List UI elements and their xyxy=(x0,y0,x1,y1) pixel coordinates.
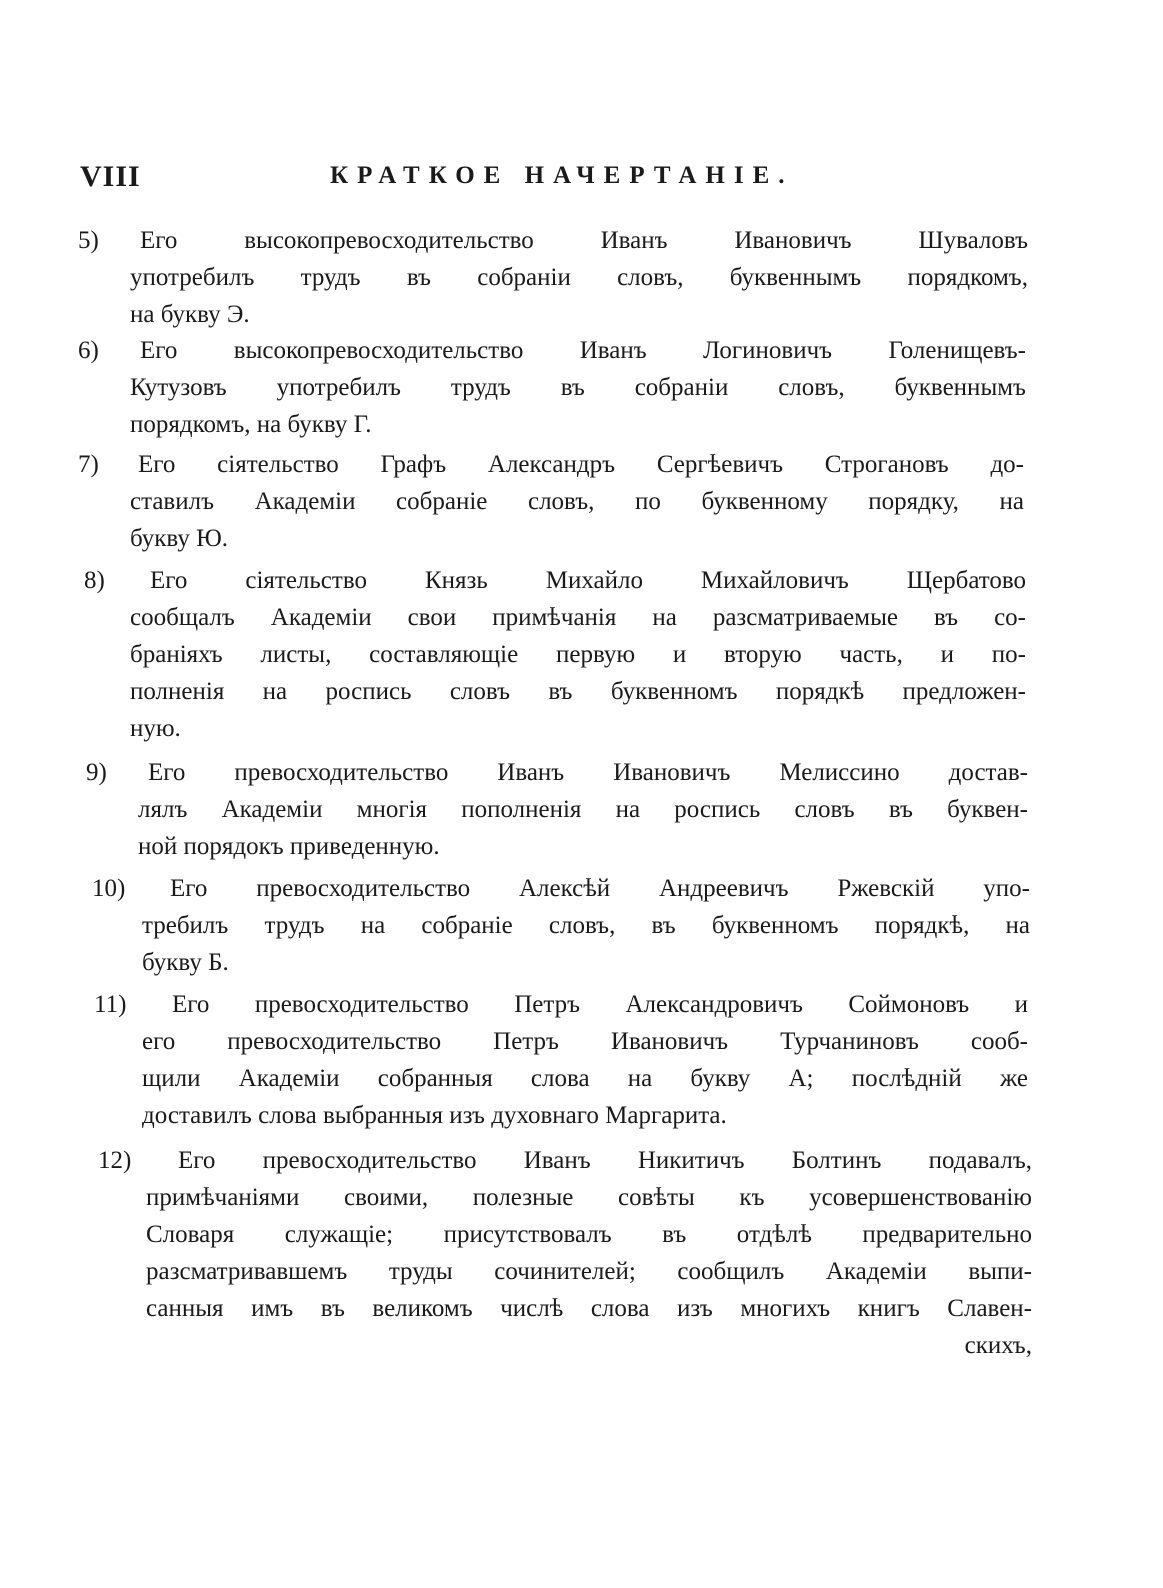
entry-number: 5) xyxy=(78,227,99,254)
page-header xyxy=(80,160,1030,196)
entry-line: на букву Э. xyxy=(130,301,250,328)
running-title: КРАТКОЕ НАЧЕРТАНІЕ. xyxy=(330,162,794,189)
entry-line: Словаря служащіе; присутствовалъ въ отдѣлѣ предварительно xyxy=(146,1221,1032,1248)
entry-10 xyxy=(92,870,1030,981)
entry-line: санныя имъ въ великомъ числѣ слова изъ многихъ книгъ Славен- xyxy=(146,1295,1032,1322)
entry-number: 9) xyxy=(86,759,107,786)
entry-line: Его превосходительство Иванъ Никитичъ Болтинъ подавалъ, xyxy=(178,1147,1032,1174)
entry-12 xyxy=(98,1142,1032,1364)
entry-line: букву Ю. xyxy=(130,525,229,552)
entry-line: его превосходительство Петръ Ивановичъ Турчаниновъ сооб- xyxy=(142,1028,1028,1055)
entry-6 xyxy=(78,332,1026,443)
entry-8 xyxy=(84,562,1026,747)
entry-line: Его превосходительство Петръ Александровичъ Соймоновъ и xyxy=(172,991,1028,1018)
entry-number: 6) xyxy=(78,337,99,364)
entry-line: Его превосходительство Алексѣй Андреевичъ Ржевскій упо- xyxy=(170,875,1030,902)
page-number: VIII xyxy=(80,160,141,193)
entry-number: 11) xyxy=(94,991,127,1018)
entry-line: разсматривавшемъ труды сочинителей; сообщилъ Академіи выпи- xyxy=(146,1258,1032,1285)
entry-line: скихъ, xyxy=(964,1332,1032,1359)
entry-line: требилъ трудъ на собраніе словъ, въ буквенномъ порядкѣ, на xyxy=(142,912,1030,939)
entry-9 xyxy=(86,754,1028,865)
entry-line: сообщалъ Академіи свои примѣчанія на разсматриваемые въ со- xyxy=(130,604,1026,631)
entry-line: Его сіятельство Князь Михайло Михайловичъ Щербатово xyxy=(150,567,1026,594)
entry-line: порядкомъ, на букву Г. xyxy=(130,411,372,438)
entry-line: букву Б. xyxy=(142,949,229,976)
entry-number: 7) xyxy=(78,451,99,478)
entry-number: 8) xyxy=(84,567,105,594)
entry-line: лялъ Академіи многія пополненія на роспись словъ въ буквен- xyxy=(138,796,1028,823)
entry-11 xyxy=(94,986,1028,1134)
entry-line: Его сіятельство Графъ Александръ Сергѣевичъ Строгановъ до- xyxy=(138,451,1024,478)
entry-line: браніяхъ листы, составляющіе первую и вторую часть, и по- xyxy=(130,641,1026,668)
entry-7 xyxy=(78,446,1024,557)
entry-line: Его превосходительство Иванъ Ивановичъ Мелиссино достав- xyxy=(148,759,1028,786)
entry-line: Его высокопревосходительство Иванъ Логиновичъ Голенищевъ- xyxy=(140,337,1026,364)
entry-line: Кутузовъ употребилъ трудъ въ собраніи словъ, буквеннымъ xyxy=(130,374,1026,401)
entry-line: употребилъ трудъ въ собраніи словъ, буквеннымъ порядкомъ, xyxy=(130,264,1028,291)
entry-line: Его высокопревосходительство Иванъ Ивановичъ Шуваловъ xyxy=(140,227,1028,254)
entry-line: полненія на роспись словъ въ буквенномъ порядкѣ предложен- xyxy=(130,678,1026,705)
entry-5 xyxy=(78,222,1028,333)
entry-line: ную. xyxy=(130,715,181,742)
entry-line: щили Академіи собранныя слова на букву А; послѣдній же xyxy=(142,1065,1028,1092)
entry-line: ставилъ Академіи собраніе словъ, по буквенному порядку, на xyxy=(130,488,1024,515)
entry-number: 12) xyxy=(98,1147,132,1174)
entry-line: ной порядокъ приведенную. xyxy=(138,833,440,860)
entry-number: 10) xyxy=(92,875,126,902)
entry-line: примѣчаніями своими, полезные совѣты къ усовершенствованію xyxy=(146,1184,1032,1211)
entry-line: доставилъ слова выбранныя изъ духовнаго Маргарита. xyxy=(142,1102,727,1129)
